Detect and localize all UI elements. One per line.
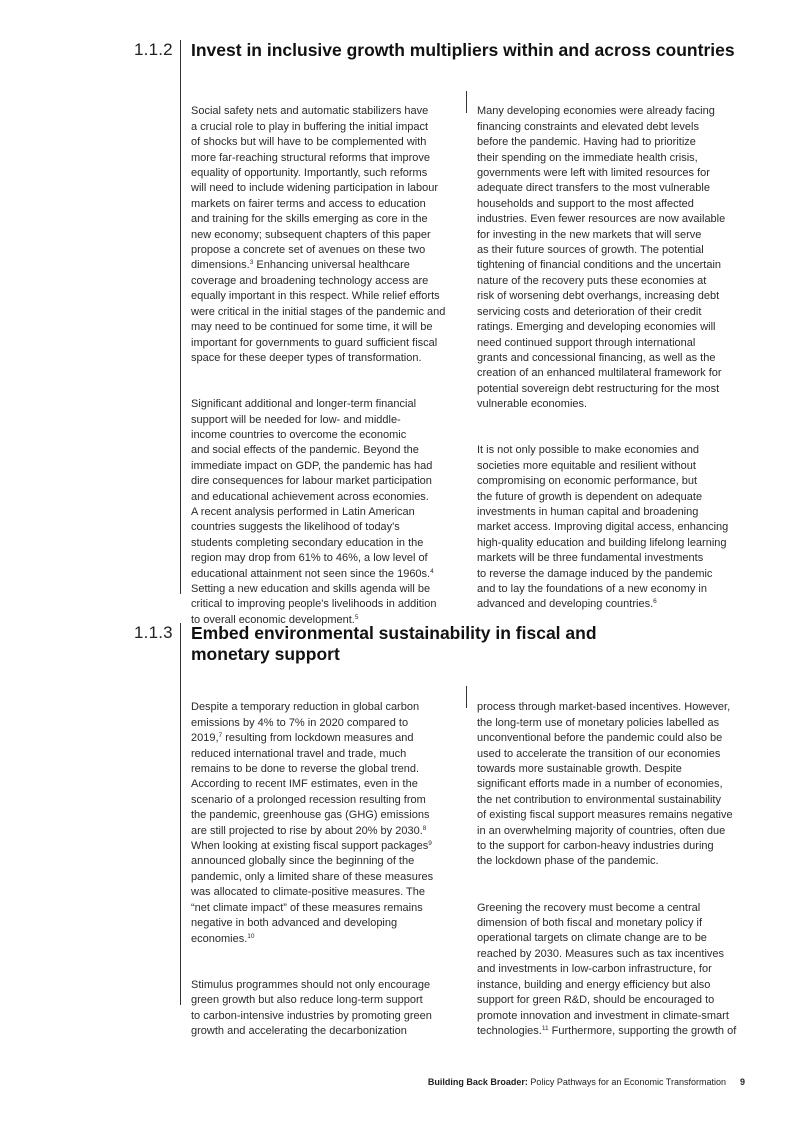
paragraph: Greening the recovery must become a central dimension of both fiscal and monetary policy if operational targets on climate change are to be reached by 2030. Measures such as tax incentives and investments in low-carbon infrastructure, for instance, building and energy efficiency but also support for green R&D, should be encouraged to promote innovation and investment in climate-smart technologies.$^{11}$ Furthermore, supporting the growth of bbox=[477, 901, 737, 1037]
section-number: 1.1.2 bbox=[134, 40, 173, 59]
paragraph: Many developing economies were already facing financing constraints and elevated debt levels before the pandemic. Having had to prioritize their spending on the immediate health crisis, governments were left with limited resources for adequate direct transfers to the most vulnerable households and support to the most affected industries. Even fewer resources are now available for investing in the new markets that will serve as their future sources of growth. The potential tightening of financial conditions and the uncertain nature of the recovery puts these economies at risk of worsening debt overhangs, increasing debt servicing costs and deterioration of their credit ratings. Emerging and developing economies will need continued support through international grants and concessional financing, as well as the creation of an enhanced multilateral framework for potential sovereign debt restructuring for the most vulnerable economies. bbox=[477, 105, 726, 411]
page-number: 9 bbox=[739, 1077, 745, 1087]
section-113-column-rule bbox=[466, 686, 467, 708]
footer-title: Policy Pathways for an Economic Transformation bbox=[527, 1077, 726, 1087]
footer-title-bold: Building Back Broader: bbox=[427, 1077, 528, 1087]
paragraph: It is not only possible to make economies and societies more equitable and resilient without compromising on economic performance, but the future of growth is dependent on adequate investments in human capital and broadening market access. Improving digital access, enhancing high-quality education and building lifelong learning markets will be three fundamental investments to reverse the damage induced by the pandemic and to lay the foundations of a new economy in advanced and developing countries.$^6$ bbox=[477, 444, 729, 611]
section-113-right-column bbox=[477, 685, 749, 1055]
section-112-right-column bbox=[477, 89, 749, 628]
paragraph: Significant additional and longer-term financial support will be needed for low- and middle- income countries to overcome the economic and social effects of the pandemic. Beyond the immediate impact on GDP, the pandemic has had dire consequences for labour market participation and educational achievement across economies. A recent analysis performed in Latin American countries suggests the likelihood of today's students completing secondary education in the region may drop from 61% to 46%, a low level of educational attainment not seen since the 1960s.$^4$ Setting a new education and skills agenda will be critical to improving people's livelihoods in addition to overall economic development.$^5$ bbox=[191, 398, 437, 626]
paragraph: Despite a temporary reduction in global carbon emissions by 4% to 7% in 2020 compared to 2019,$^7$ resulting from lockdown measures and reduced international travel and trade, much remains to be done to reverse the global trend. According to recent IMF estimates, even in the scenario of a prolonged recession resulting from the pandemic, greenhouse gas (GHG) emissions are still projected to rise by about 20% by 2030.$^8$ When looking at existing fiscal support packages$^9$ announced globally since the beginning of the pandemic, only a limited share of these measures was allocated to climate-positive measures. The “net climate impact” of these measures remains negative in both advanced and developing economies.$^{10}$ bbox=[191, 701, 434, 945]
section-113-left-rule bbox=[180, 623, 181, 1005]
section-number: 1.1.3 bbox=[134, 623, 173, 642]
section-112-column-rule bbox=[466, 91, 467, 113]
paragraph: process through market-based incentives. However, the long-term use of monetary policies labelled as unconventional before the pandemic could also be used to accelerate the transition of our economies towards more sustainable growth. Despite significant efforts made in a number of economies, the net contribution to environmental sustainability of existing fiscal support measures remains negative in an overwhelming majority of countries, often due to the support for carbon-heavy industries during the lockdown phase of the pandemic. bbox=[477, 701, 733, 868]
section-title: Invest in inclusive growth multipliers within and across countries bbox=[191, 40, 735, 60]
section-title: Embed environmental sustainability in fiscal and monetary support bbox=[191, 623, 597, 664]
section-113-left-column bbox=[191, 685, 463, 1055]
page-footer bbox=[428, 1077, 745, 1087]
section-112-left-column bbox=[191, 89, 463, 644]
paragraph: Stimulus programmes should not only encourage green growth but also reduce long-term support to carbon-intensive industries by promoting green growth and accelerating the decarbonization bbox=[191, 978, 432, 1037]
paragraph: Social safety nets and automatic stabilizers have a crucial role to play in buffering the initial impact of shocks but will have to be complemented with more far-reaching structural reforms that improve equality of opportunity. Importantly, such reforms will need to include widening participation in labour markets on fairer terms and access to education and training for the skills emerging as core in the new economy; subsequent chapters of this paper propose a concrete set of avenues on these two dimensions.$^3$ Enhancing universal healthcare coverage and broadening technology access are equally important in this respect. While relief efforts were critical in the initial stages of the pandemic and may need to be continued for some time, it will be important for governments to guard sufficient fiscal space for these deeper types of transformation. bbox=[191, 105, 446, 364]
section-112-left-rule bbox=[180, 40, 181, 594]
